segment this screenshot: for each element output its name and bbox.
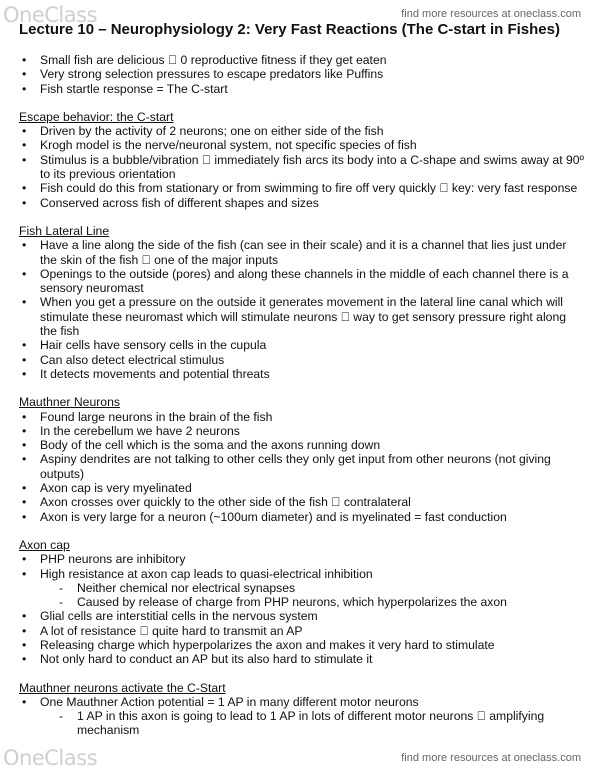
notes-section: [19, 381, 584, 524]
bullet-item: • High resistance at axon cap leads to quasi-electrical inhibition: [19, 567, 584, 581]
sub-bullet-list: [19, 581, 584, 610]
bullet-item: • Openings to the outside (pores) and along these channels in the middle of each channel there is a sensory neuromast: [19, 267, 584, 296]
bullet-item: • A lot of resistance quite hard to transmit an AP: [19, 624, 584, 638]
bullet-item: • Krogh model is the nerve/neuronal system, not specific species of fish: [19, 138, 584, 152]
oneclass-logo-top: OneClass: [3, 3, 98, 27]
bullet-item: • Small fish are delicious 0 reproductive fitness if they get eaten: [19, 53, 584, 67]
bullet-item: • When you get a pressure on the outside it generates movement in the lateral line canal which will stimulate these neuromast which will stimulate neurons way to get sensory pressure right along the fish: [19, 295, 584, 338]
bullet-item: • Driven by the activity of 2 neurons; one on either side of the fish: [19, 124, 584, 138]
bullet-item: • Releasing charge which hyperpolarizes the axon and makes it very hard to stimulate: [19, 638, 584, 652]
bullet-item: • Found large neurons in the brain of the fish: [19, 410, 584, 424]
bullet-item: • Hair cells have sensory cells in the cupula: [19, 338, 584, 352]
bullet-item: • Body of the cell which is the soma and the axons running down: [19, 438, 584, 452]
bullet-list: [19, 53, 584, 96]
bullet-item: • Very strong selection pressures to escape predators like Puffins: [19, 67, 584, 81]
sub-bullet-list: [19, 709, 584, 738]
promo-text-top[interactable]: find more resources at oneclass.com: [401, 8, 581, 20]
notes-section: [19, 667, 584, 738]
bullet-item: • It detects movements and potential threats: [19, 367, 584, 381]
bullet-item: • Axon is very large for a neuron (~100um diameter) and is myelinated = fast conduction: [19, 510, 584, 524]
bullet-item: • Axon cap is very myelinated: [19, 481, 584, 495]
bullet-list: [19, 238, 584, 381]
notes-section: [19, 210, 584, 381]
notes-section: [19, 53, 584, 96]
bullet-list: [19, 695, 584, 738]
bullet-item: • Conserved across fish of different shapes and sizes: [19, 196, 584, 210]
bullet-list: [19, 124, 584, 210]
section-heading: Axon cap: [19, 537, 70, 552]
lecture-notes-body: [19, 53, 584, 738]
bullet-item: • PHP neurons are inhibitory: [19, 552, 584, 566]
section-heading: Mauthner Neurons: [19, 395, 120, 410]
section-heading: Mauthner neurons activate the C-Start: [19, 680, 226, 695]
notes-section: [19, 524, 584, 667]
bullet-item: • In the cerebellum we have 2 neurons: [19, 424, 584, 438]
bullet-item: • Fish startle response = The C-start: [19, 82, 584, 96]
bullet-item: • Fish could do this from stationary or from swimming to fire off very quickly key: very fast response: [19, 181, 584, 195]
section-heading: Escape behavior: the C-start: [19, 109, 174, 124]
bullet-item: • Glial cells are interstitial cells in the nervous system: [19, 609, 584, 623]
bullet-item: • One Mauthner Action potential = 1 AP in many different motor neurons: [19, 695, 584, 709]
promo-text-bottom[interactable]: find more resources at oneclass.com: [401, 752, 581, 764]
bullet-list: [19, 552, 584, 666]
bullet-item: • Can also detect electrical stimulus: [19, 353, 584, 367]
sub-bullet-item: - Neither chemical nor electrical synapses: [19, 581, 584, 595]
bullet-list: [19, 410, 584, 524]
bullet-item: • Not only hard to conduct an AP but its also hard to stimulate it: [19, 652, 584, 666]
bullet-item: • Axon crosses over quickly to the other side of the fish contralateral: [19, 495, 584, 509]
section-heading: Fish Lateral Line: [19, 223, 110, 238]
bullet-item: • Stimulus is a bubble/vibration immediately fish arcs its body into a C-shape and swims away at 90º to its previous orientation: [19, 153, 584, 182]
notes-section: [19, 96, 584, 210]
sub-bullet-item: - 1 AP in this axon is going to lead to 1 AP in lots of different motor neurons amplifying mechanism: [19, 709, 584, 738]
oneclass-logo-bottom: OneClass: [3, 746, 98, 770]
bullet-item: • Aspiny dendrites are not talking to other cells they only get input from other neurons (not giving outputs): [19, 452, 584, 481]
sub-bullet-item: - Caused by release of charge from PHP neurons, which hyperpolarizes the axon: [19, 595, 584, 609]
page-title: Lecture 10 – Neurophysiology 2: Very Fast Reactions (The C-start in Fishes): [19, 21, 560, 38]
bullet-item: • Have a line along the side of the fish (can see in their scale) and it is a channel that lies just under the skin of the fish one of the major inputs: [19, 238, 584, 267]
